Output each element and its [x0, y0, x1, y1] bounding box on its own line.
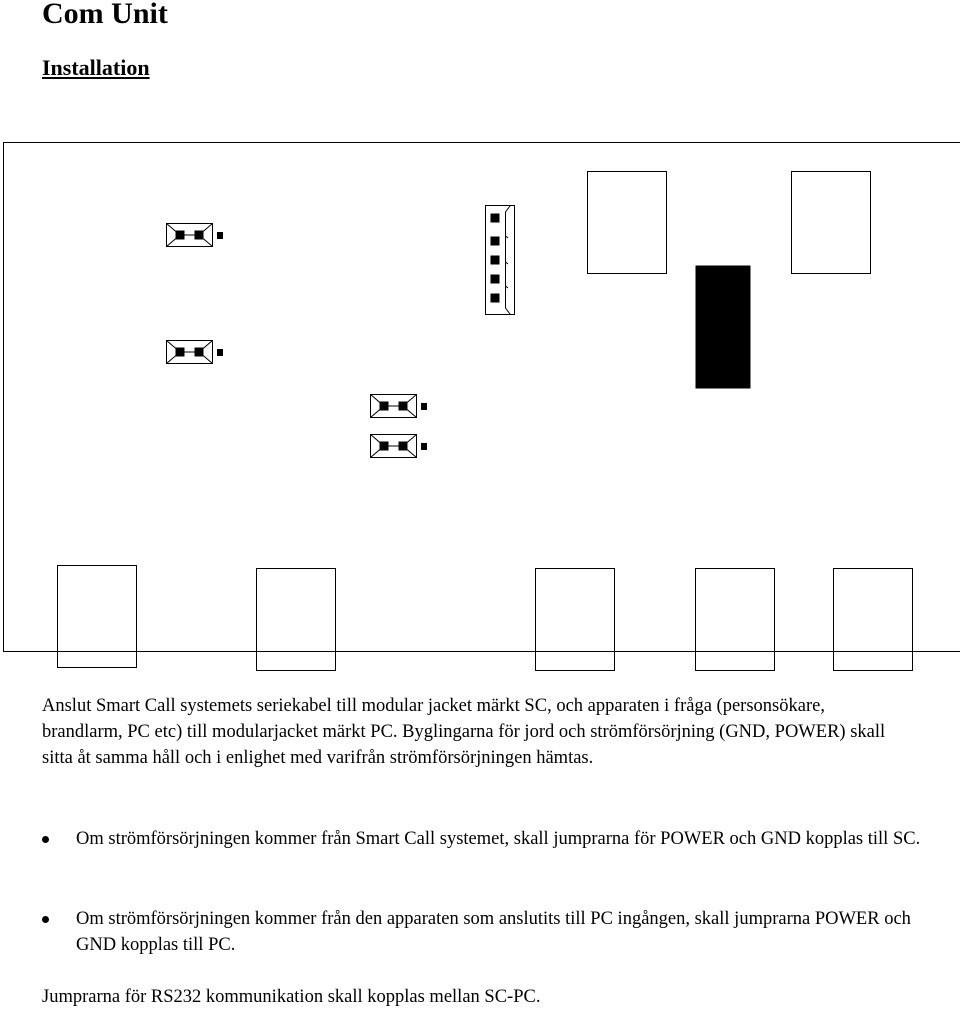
bullet-icon: [42, 836, 49, 843]
modular-jack: [58, 566, 137, 668]
list-item-text: Om strömförsörjningen kommer från Smart Call systemet, skall jumprarna för POWER och GND kopplas till SC.: [76, 829, 921, 849]
ic-chip: [696, 266, 750, 388]
list-item-text: Om strömförsörjningen kommer från den apparaten som anslutits till PC ingången, skall jumprarna POWER och GND kopplas till PC.: [76, 909, 911, 955]
pin-header-connector: [486, 206, 515, 315]
closing-sentence: Jumprarna för RS232 kommunikation skall kopplas mellan SC-PC.: [42, 987, 541, 1007]
jumper-block: [167, 341, 224, 364]
jumper-block: [371, 435, 428, 458]
component-box: [588, 172, 667, 274]
jumper-block: [167, 224, 224, 247]
section-heading: Installation: [42, 55, 150, 80]
instruction-paragraph: Anslut Smart Call systemets seriekabel till modular jacket märkt SC, och apparaten i fråga (personsökare, brandlarm, PC etc) till modularjacket märkt PC. Byglingarna för jord och strömförsörjning (GND, POWER) skall sitta åt samma håll och i enlighet med varifrån strömförsörjningen hämtas.: [42, 696, 886, 768]
modular-jack: [696, 569, 775, 671]
modular-jack: [834, 569, 913, 671]
board-outline: [4, 143, 960, 652]
modular-jack: [257, 569, 336, 671]
modular-jack: [536, 569, 615, 671]
page-title: Com Unit: [42, 0, 168, 30]
jumper-block: [371, 395, 428, 418]
component-box: [792, 172, 871, 274]
bullet-icon: [42, 916, 49, 923]
